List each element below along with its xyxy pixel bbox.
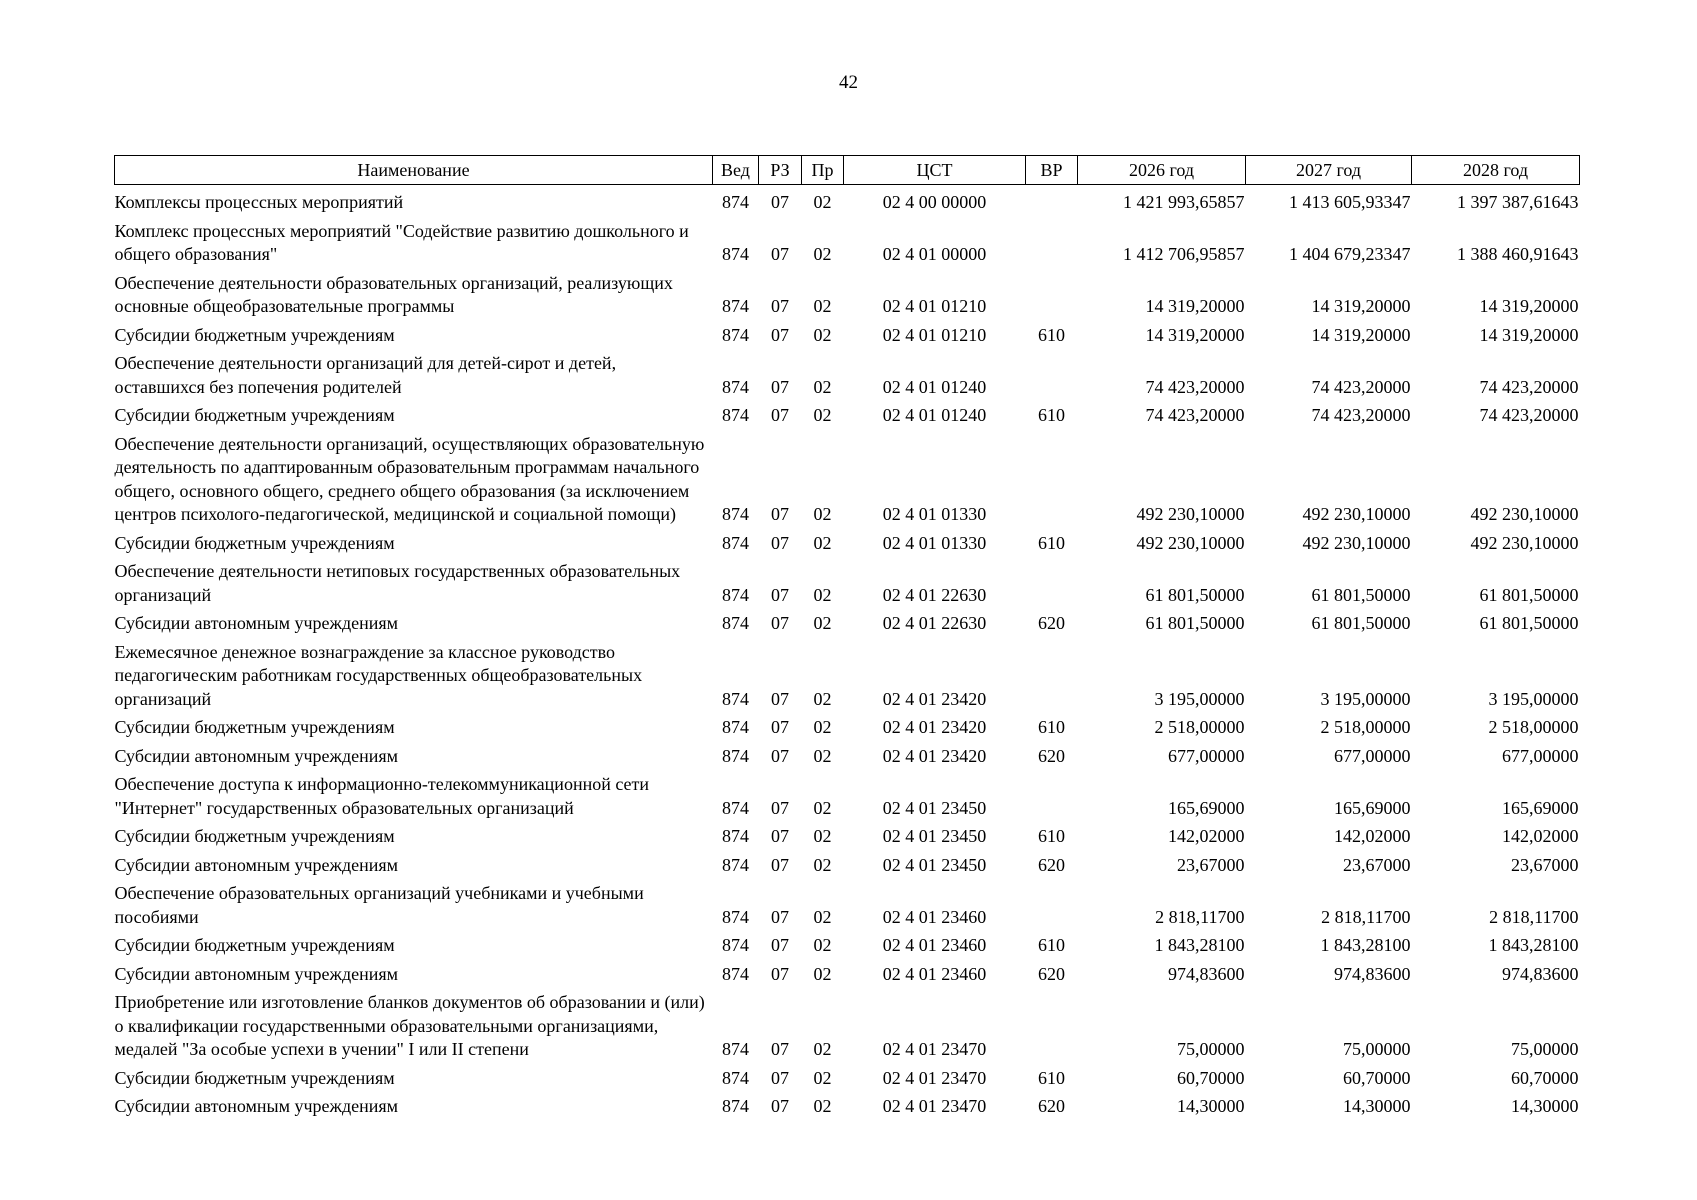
amount-2027-cell: 75,00000	[1343, 1039, 1411, 1059]
rz-cell: 07	[771, 797, 789, 818]
ved-cell: 874	[722, 688, 749, 709]
header-name: Наименование	[115, 156, 713, 185]
rz-cell: 07	[771, 854, 789, 875]
amount-2026-cell: 14 319,20000	[1145, 296, 1245, 316]
name-cell: Субсидии бюджетным учреждениям	[114, 717, 395, 737]
amount-2028-cell: 974,83600	[1502, 963, 1579, 984]
amount-2026-cell: 61 801,50000	[1145, 613, 1245, 633]
pr-cell: 02	[813, 906, 832, 927]
table-row	[115, 1090, 1580, 1119]
ved-cell: 874	[722, 584, 749, 605]
name-cell: Субсидии бюджетным учреждениям	[114, 532, 395, 553]
amount-2026-cell: 74 423,20000	[1145, 376, 1245, 397]
header-vr: ВР	[1026, 156, 1078, 185]
pr-cell: 02	[813, 826, 832, 846]
amount-2028-cell: 14 319,20000	[1479, 324, 1579, 345]
table-row	[115, 347, 1580, 399]
rz-cell: 07	[771, 717, 789, 737]
amount-2028-cell: 60,70000	[1511, 1067, 1579, 1088]
vr-cell: 620	[1038, 745, 1065, 766]
cst-cell: 02 4 01 23460	[882, 906, 987, 927]
table-row	[115, 711, 1580, 740]
page-number: 42	[839, 72, 858, 93]
amount-2027-cell: 974,83600	[1334, 963, 1411, 984]
table-row	[115, 527, 1580, 556]
pr-cell: 02	[813, 376, 832, 397]
amount-2028-cell: 142,02000	[1502, 826, 1579, 846]
vr-cell	[1026, 555, 1078, 607]
ved-cell: 874	[722, 963, 749, 984]
cst-cell: 02 4 01 01210	[882, 296, 987, 316]
vr-cell: 620	[1038, 854, 1065, 875]
name-cell: Субсидии автономным учреждениям	[114, 963, 399, 984]
cst-cell: 02 4 01 01210	[882, 324, 987, 345]
cst-cell: 02 4 01 22630	[882, 584, 987, 605]
cst-cell: 02 4 01 23420	[882, 745, 987, 766]
name-cell: Субсидии автономным учреждениям	[114, 613, 399, 633]
ved-cell: 874	[722, 405, 749, 425]
amount-2027-cell: 23,67000	[1343, 854, 1411, 875]
amount-2026-cell: 14,30000	[1177, 1096, 1245, 1116]
rz-cell: 07	[771, 963, 789, 984]
vr-cell: 610	[1038, 717, 1065, 737]
amount-2026-cell: 142,02000	[1168, 826, 1245, 846]
table-row	[115, 958, 1580, 987]
table-row	[115, 820, 1580, 849]
pr-cell: 02	[813, 745, 832, 766]
amount-2028-cell: 14,30000	[1511, 1096, 1579, 1116]
table-row	[115, 740, 1580, 769]
cst-cell: 02 4 00 00000	[882, 192, 987, 212]
cst-cell: 02 4 01 01330	[882, 532, 987, 553]
amount-2026-cell: 60,70000	[1177, 1067, 1245, 1088]
rz-cell: 07	[771, 504, 789, 524]
amount-2027-cell: 3 195,00000	[1320, 688, 1411, 709]
amount-2028-cell: 677,00000	[1502, 745, 1579, 766]
rz-cell: 07	[771, 532, 789, 553]
header-cst: ЦСТ	[844, 156, 1026, 185]
vr-cell: 620	[1038, 963, 1065, 984]
name-cell: Субсидии автономным учреждениям	[114, 1096, 399, 1116]
pr-cell: 02	[813, 244, 832, 264]
cst-cell: 02 4 01 22630	[882, 613, 987, 633]
rz-cell: 07	[771, 1067, 789, 1088]
amount-2028-cell: 1 388 460,91643	[1457, 244, 1579, 264]
rz-cell: 07	[771, 376, 789, 397]
name-cell: Субсидии бюджетным учреждениям	[114, 826, 395, 846]
name-cell: Субсидии бюджетным учреждениям	[114, 1067, 395, 1088]
pr-cell: 02	[813, 797, 832, 818]
amount-2027-cell: 74 423,20000	[1311, 405, 1411, 425]
ved-cell: 874	[722, 376, 749, 397]
amount-2026-cell: 974,83600	[1168, 963, 1245, 984]
ved-cell: 874	[722, 192, 749, 212]
amount-2028-cell: 492 230,10000	[1470, 504, 1579, 524]
budget-table	[114, 155, 1580, 1119]
header-ved: Вед	[713, 156, 759, 185]
amount-2028-cell: 2 518,00000	[1488, 717, 1579, 737]
table-row	[115, 877, 1580, 929]
cst-cell: 02 4 01 23460	[882, 935, 987, 955]
amount-2028-cell: 14 319,20000	[1479, 296, 1579, 316]
amount-2027-cell: 61 801,50000	[1311, 613, 1411, 633]
amount-2026-cell: 1 843,28100	[1154, 935, 1245, 955]
pr-cell: 02	[813, 1039, 832, 1059]
ved-cell: 874	[722, 1039, 749, 1059]
cst-cell: 02 4 01 23420	[882, 717, 987, 737]
pr-cell: 02	[813, 324, 832, 345]
cst-cell: 02 4 01 01240	[882, 376, 987, 397]
table-row	[115, 849, 1580, 878]
ved-cell: 874	[722, 854, 749, 875]
name-cell: Обеспечение деятельности образовательных организаций, реализующих основные общеобразовательные программы	[114, 272, 673, 316]
amount-2026-cell: 1 421 993,65857	[1123, 192, 1245, 212]
amount-2027-cell: 74 423,20000	[1311, 376, 1411, 397]
table-row	[115, 607, 1580, 636]
amount-2026-cell: 61 801,50000	[1145, 584, 1245, 605]
name-cell: Комплексы процессных мероприятий	[114, 192, 404, 212]
ved-cell: 874	[722, 935, 749, 955]
pr-cell: 02	[813, 854, 832, 875]
pr-cell: 02	[813, 688, 832, 709]
ved-cell: 874	[722, 613, 749, 633]
table-row	[115, 428, 1580, 527]
vr-cell: 620	[1038, 1096, 1065, 1116]
header-2028: 2028 год	[1412, 156, 1580, 185]
rz-cell: 07	[771, 613, 789, 633]
vr-cell	[1026, 877, 1078, 929]
cst-cell: 02 4 01 23450	[882, 826, 987, 846]
vr-cell: 610	[1038, 405, 1065, 425]
amount-2027-cell: 1 404 679,23347	[1289, 244, 1411, 264]
name-cell: Субсидии автономным учреждениям	[114, 854, 399, 875]
cst-cell: 02 4 01 01330	[882, 504, 987, 524]
amount-2026-cell: 165,69000	[1168, 797, 1245, 818]
pr-cell: 02	[813, 532, 832, 553]
table-row	[115, 215, 1580, 267]
amount-2028-cell: 1 843,28100	[1488, 935, 1579, 955]
cst-cell: 02 4 01 23470	[882, 1096, 987, 1116]
rz-cell: 07	[771, 244, 789, 264]
table-row	[115, 267, 1580, 319]
vr-cell	[1026, 636, 1078, 712]
ved-cell: 874	[722, 1067, 749, 1088]
rz-cell: 07	[771, 584, 789, 605]
pr-cell: 02	[813, 504, 832, 524]
name-cell: Субсидии бюджетным учреждениям	[114, 935, 395, 955]
amount-2026-cell: 1 412 706,95857	[1123, 244, 1245, 264]
rz-cell: 07	[771, 906, 789, 927]
cst-cell: 02 4 01 23420	[882, 688, 987, 709]
amount-2027-cell: 1 843,28100	[1320, 935, 1411, 955]
name-cell: Обеспечение деятельности нетиповых государственных образовательных организаций	[114, 561, 681, 605]
header-rz: РЗ	[759, 156, 802, 185]
cst-cell: 02 4 01 01240	[882, 405, 987, 425]
amount-2026-cell: 74 423,20000	[1145, 405, 1245, 425]
amount-2027-cell: 165,69000	[1334, 797, 1411, 818]
name-cell: Обеспечение деятельности организаций, осуществляющих образовательную деятельность по адаптированным образовательным программам начального общего, основного общего, среднего общего образования (за исключением центров психолого-педагогической, медицинской и социальной помощи)	[114, 433, 705, 524]
rz-cell: 07	[771, 935, 789, 955]
rz-cell: 07	[771, 324, 789, 345]
ved-cell: 874	[722, 324, 749, 345]
name-cell: Обеспечение доступа к информационно-телекоммуникационной сети "Интернет" государственных образовательных организаций	[114, 774, 650, 818]
amount-2027-cell: 677,00000	[1334, 745, 1411, 766]
pr-cell: 02	[813, 935, 832, 955]
vr-cell	[1026, 768, 1078, 820]
pr-cell: 02	[813, 192, 832, 212]
name-cell: Субсидии автономным учреждениям	[114, 745, 399, 766]
pr-cell: 02	[813, 613, 832, 633]
amount-2026-cell: 492 230,10000	[1136, 504, 1245, 524]
amount-2028-cell: 74 423,20000	[1479, 405, 1579, 425]
table-row	[115, 399, 1580, 428]
header-2027: 2027 год	[1246, 156, 1412, 185]
ved-cell: 874	[722, 826, 749, 846]
amount-2027-cell: 2 518,00000	[1320, 717, 1411, 737]
vr-cell: 610	[1038, 532, 1065, 553]
ved-cell: 874	[722, 745, 749, 766]
amount-2027-cell: 61 801,50000	[1311, 584, 1411, 605]
ved-cell: 874	[722, 906, 749, 927]
name-cell: Приобретение или изготовление бланков документов об образовании и (или) о квалификации государственными образовательными организациями, медалей "За особые успехи в учении" I или II степени	[114, 992, 705, 1059]
cst-cell: 02 4 01 23470	[882, 1067, 987, 1088]
name-cell: Ежемесячное денежное вознаграждение за классное руководство педагогическим работникам государственных общеобразовательных организаций	[114, 641, 643, 709]
rz-cell: 07	[771, 405, 789, 425]
amount-2026-cell: 492 230,10000	[1136, 532, 1245, 553]
rz-cell: 07	[771, 192, 789, 212]
pr-cell: 02	[813, 717, 832, 737]
ved-cell: 874	[722, 797, 749, 818]
amount-2026-cell: 75,00000	[1177, 1039, 1245, 1059]
amount-2028-cell: 23,67000	[1511, 854, 1579, 875]
amount-2026-cell: 2 818,11700	[1155, 906, 1245, 927]
name-cell: Обеспечение деятельности организаций для детей-сирот и детей, оставшихся без попечения родителей	[114, 353, 617, 397]
pr-cell: 02	[813, 405, 832, 425]
rz-cell: 07	[771, 1039, 789, 1059]
name-cell: Обеспечение образовательных организаций учебниками и учебными пособиями	[114, 883, 644, 927]
amount-2026-cell: 677,00000	[1168, 745, 1245, 766]
amount-2027-cell: 14,30000	[1343, 1096, 1411, 1116]
table-body	[115, 185, 1580, 1119]
name-cell: Субсидии бюджетным учреждениям	[114, 405, 395, 425]
amount-2028-cell: 165,69000	[1502, 797, 1579, 818]
vr-cell: 610	[1038, 935, 1065, 955]
amount-2028-cell: 61 801,50000	[1479, 584, 1579, 605]
pr-cell: 02	[813, 963, 832, 984]
pr-cell: 02	[813, 1096, 832, 1116]
table-row	[115, 636, 1580, 712]
amount-2026-cell: 23,67000	[1177, 854, 1245, 875]
vr-cell: 610	[1038, 1067, 1065, 1088]
amount-2026-cell: 2 518,00000	[1154, 717, 1245, 737]
amount-2028-cell: 61 801,50000	[1479, 613, 1579, 633]
table-header-row	[115, 156, 1580, 185]
amount-2027-cell: 1 413 605,93347	[1289, 192, 1411, 212]
table-row	[115, 768, 1580, 820]
vr-cell	[1026, 185, 1078, 215]
ved-cell: 874	[722, 504, 749, 524]
cst-cell: 02 4 01 23450	[882, 797, 987, 818]
cst-cell: 02 4 01 23470	[882, 1039, 987, 1059]
cst-cell: 02 4 01 00000	[882, 244, 987, 264]
vr-cell	[1026, 215, 1078, 267]
amount-2027-cell: 2 818,11700	[1321, 906, 1411, 927]
vr-cell: 610	[1038, 826, 1065, 846]
rz-cell: 07	[771, 1096, 789, 1116]
amount-2028-cell: 75,00000	[1511, 1039, 1579, 1059]
rz-cell: 07	[771, 296, 789, 316]
table-row	[115, 986, 1580, 1062]
cst-cell: 02 4 01 23460	[882, 963, 987, 984]
header-pr: Пр	[802, 156, 844, 185]
amount-2027-cell: 14 319,20000	[1311, 296, 1411, 316]
vr-cell	[1026, 267, 1078, 319]
amount-2027-cell: 492 230,10000	[1302, 532, 1411, 553]
ved-cell: 874	[722, 244, 749, 264]
header-2026: 2026 год	[1078, 156, 1246, 185]
pr-cell: 02	[813, 1067, 832, 1088]
amount-2027-cell: 142,02000	[1334, 826, 1411, 846]
vr-cell	[1026, 986, 1078, 1062]
table-row	[115, 929, 1580, 958]
name-cell: Субсидии бюджетным учреждениям	[114, 324, 395, 345]
amount-2026-cell: 3 195,00000	[1154, 688, 1245, 709]
vr-cell	[1026, 428, 1078, 527]
amount-2027-cell: 14 319,20000	[1311, 324, 1411, 345]
pr-cell: 02	[813, 584, 832, 605]
table-row	[115, 1062, 1580, 1091]
ved-cell: 874	[722, 717, 749, 737]
table-row	[115, 555, 1580, 607]
amount-2028-cell: 1 397 387,61643	[1457, 192, 1579, 212]
rz-cell: 07	[771, 745, 789, 766]
ved-cell: 874	[722, 532, 749, 553]
amount-2026-cell: 14 319,20000	[1145, 324, 1245, 345]
rz-cell: 07	[771, 688, 789, 709]
amount-2028-cell: 74 423,20000	[1479, 376, 1579, 397]
name-cell: Комплекс процессных мероприятий "Содействие развитию дошкольного и общего образования"	[114, 220, 689, 264]
table-row	[115, 319, 1580, 348]
amount-2028-cell: 492 230,10000	[1470, 532, 1579, 553]
ved-cell: 874	[722, 1096, 749, 1116]
pr-cell: 02	[813, 296, 832, 316]
ved-cell: 874	[722, 296, 749, 316]
cst-cell: 02 4 01 23450	[882, 854, 987, 875]
amount-2027-cell: 60,70000	[1343, 1067, 1411, 1088]
vr-cell	[1026, 347, 1078, 399]
rz-cell: 07	[771, 826, 789, 846]
amount-2027-cell: 492 230,10000	[1302, 504, 1411, 524]
vr-cell: 620	[1038, 613, 1065, 633]
vr-cell: 610	[1038, 324, 1065, 345]
amount-2028-cell: 2 818,11700	[1489, 906, 1579, 927]
amount-2028-cell: 3 195,00000	[1488, 688, 1579, 709]
table-row	[115, 185, 1580, 215]
